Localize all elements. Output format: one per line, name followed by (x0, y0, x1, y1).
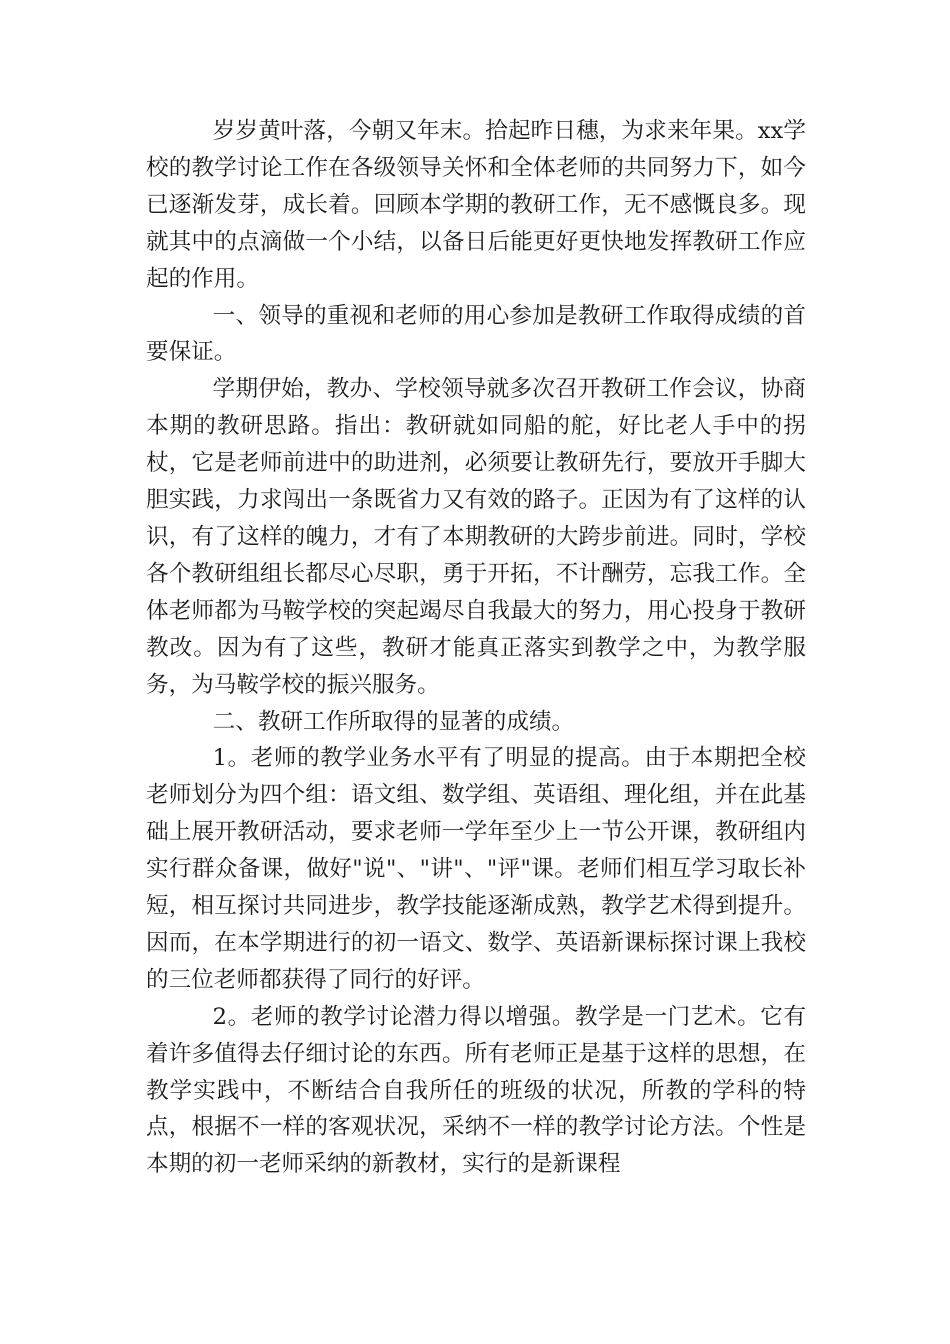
heading-section-1: 一、领导的重视和老师的用心参加是教研工作取得成绩的首要保证。 (146, 302, 806, 366)
paragraph-intro: 岁岁黄叶落，今朝又年末。拾起昨日穗，为求来年果。xx学校的教学讨论工作在各级领导关怀和全体老师的共同努力下，如今已逐渐发芽，成长着。回顾本学期的教研工作，无不感慨良多。现就其中的点滴做一个小结，以备日后能更好更快地发挥教研工作应起的作用。 (146, 118, 806, 292)
document-page (146, 113, 806, 1183)
paragraph-section-1-body: 学期伊始，教办、学校领导就多次召开教研工作会议，协商本期的教研思路。指出：教研就如同船的舵，好比老人手中的拐杖，它是老师前进中的助进剂，必须要让教研先行，要放开手脚大胆实践，力求闯出一条既省力又有效的路子。正因为有了这样的认识，有了这样的魄力，才有了本期教研的大跨步前进。同时，学校各个教研组组长都尽心尽职，勇于开拓，不计酬劳，忘我工作。全体老师都为马鞍学校的突起竭尽自我最大的努力，用心投身于教研教改。因为有了这些，教研才能真正落实到教学之中，为教学服务，为马鞍学校的振兴服务。 (146, 376, 806, 698)
heading-section-2: 二、教研工作所取得的显著的成绩。 (212, 708, 575, 735)
paragraph-item-1: 1。老师的教学业务水平有了明显的提高。由于本期把全校老师划分为四个组：语文组、数学组、英语组、理化组，并在此基础上展开教研活动，要求老师一学年至少上一节公开课，教研组内实行群众备课，做好"说"、"讲"、"评"课。老师们相互学习取长补短，相互探讨共同进步，教学技能逐渐成熟，教学艺术得到提升。因而，在本学期进行的初一语文、数学、英语新课标探讨课上我校的三位老师都获得了同行的好评。 (146, 745, 806, 993)
paragraph-item-2: 2。老师的教学讨论潜力得以增强。教学是一门艺术。它有着许多值得去仔细讨论的东西。所有老师正是基于这样的思想，在教学实践中，不断结合自我所任的班级的状况，所教的学科的特点，根据不一样的客观状况，采纳不一样的教学讨论方法。个性是本期的初一老师采纳的新教材，实行的是新课程 (146, 1003, 806, 1178)
